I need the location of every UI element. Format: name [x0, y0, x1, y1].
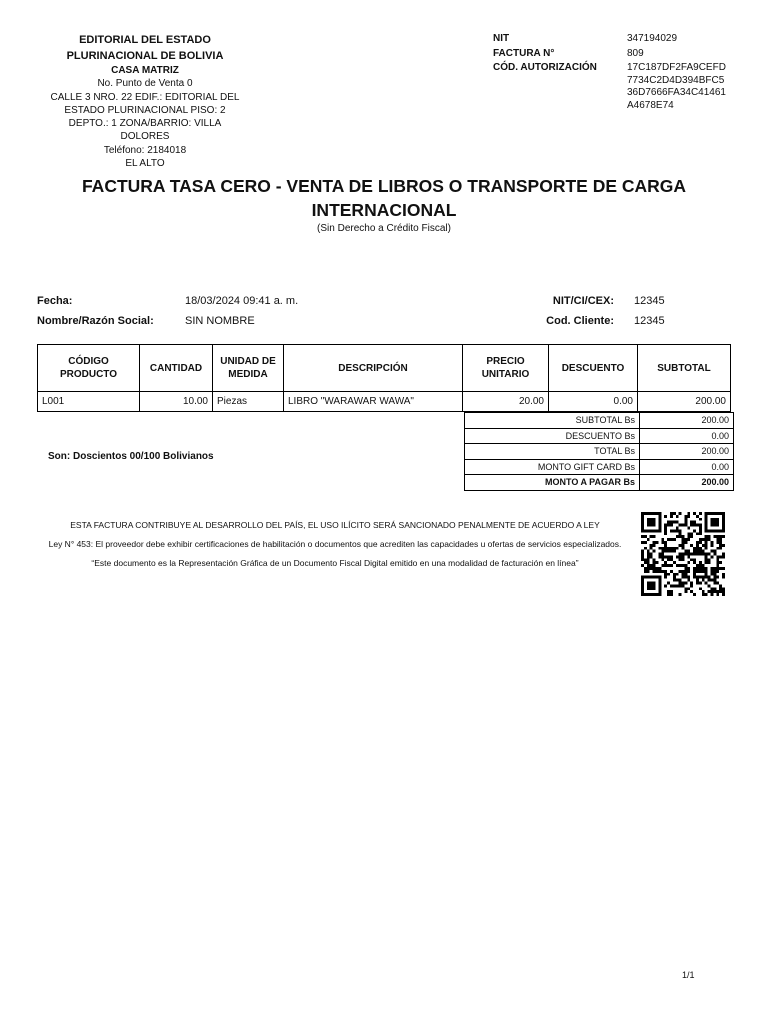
- items-table: [37, 344, 731, 412]
- issuer-city: EL ALTO: [125, 158, 165, 170]
- header-subtotal: SUBTOTAL: [638, 345, 731, 392]
- qr-code-icon[interactable]: [641, 512, 725, 596]
- header-unit-price: [463, 345, 549, 392]
- subtotal-value: 200.00: [640, 413, 734, 429]
- issuer-address-line2: ESTADO PLURINACIONAL PISO: 2: [64, 104, 226, 116]
- cell-quantity: 10.00: [140, 392, 213, 412]
- subtotal-label: SUBTOTAL Bs: [465, 413, 640, 429]
- totals-row-total: [465, 444, 734, 460]
- legal-line3: “Este documento es la Representación Gráfica de un Documento Fiscal Digital emitido en una modalidad de facturación en línea”: [91, 558, 579, 568]
- issuer-address-line1: CALLE 3 NRO. 22 EDIF.: EDITORIAL DEL: [50, 91, 240, 103]
- invoice-meta: [493, 32, 737, 112]
- totals-table: [464, 412, 734, 491]
- items-table-header: [38, 345, 731, 392]
- payable-label: MONTO A PAGAR Bs: [465, 475, 640, 491]
- header-code-line2: PRODUCTO: [59, 369, 118, 380]
- total-label: TOTAL Bs: [465, 444, 640, 460]
- date-value: 18/03/2024 09:41 a. m.: [185, 295, 299, 307]
- totals-row-discount: [465, 428, 734, 444]
- page-number: 1/1: [682, 970, 695, 980]
- client-code-value: 12345: [634, 315, 665, 327]
- totals-row-subtotal: [465, 413, 734, 429]
- document-title-line2: INTERNACIONAL: [311, 200, 457, 220]
- date-label: Fecha:: [37, 295, 73, 307]
- authorization-code-line1: 17C187DF2FA9CEFD: [627, 62, 726, 73]
- authorization-code-label: CÓD. AUTORIZACIÓN: [493, 62, 597, 73]
- header-unit-line1: UNIDAD DE: [220, 356, 276, 367]
- issuer-name-line2: PLURINACIONAL DE BOLIVIA: [66, 50, 224, 62]
- authorization-code-line3: 36D7666FA34C41461: [627, 87, 726, 98]
- amount-in-words: Son: Doscientos 00/100 Bolivianos: [48, 451, 214, 462]
- header-discount: DESCUENTO: [549, 345, 638, 392]
- client-name-label: Nombre/Razón Social:: [37, 315, 154, 327]
- issuer-point-of-sale: No. Punto de Venta 0: [97, 78, 193, 90]
- cell-subtotal: 200.00: [638, 392, 731, 412]
- invoice-number-label: FACTURA N°: [493, 47, 555, 59]
- cell-discount: 0.00: [549, 392, 638, 412]
- cell-code: L001: [38, 392, 140, 412]
- cell-description: LIBRO "WARAWAR WAWA": [284, 392, 463, 412]
- header-unit: [213, 345, 284, 392]
- document-subtitle: (Sin Derecho a Crédito Fiscal): [317, 223, 451, 234]
- cell-unit-price: 20.00: [463, 392, 549, 412]
- client-info-right: [470, 291, 665, 331]
- legal-line2: Ley N° 453: El proveedor debe exhibir certificaciones de habilitación o documentos que acrediten las capacidades u ofertas de servicios especializados.: [48, 539, 622, 549]
- document-title-line1: FACTURA TASA CERO - VENTA DE LIBROS O TRANSPORTE DE CARGA: [81, 176, 687, 196]
- issuer-name-line1: EDITORIAL DEL ESTADO: [79, 34, 211, 46]
- giftcard-value: 0.00: [640, 459, 734, 475]
- client-nit-label: NIT/CI/CEX:: [552, 295, 614, 307]
- nit-value: 347194029: [627, 33, 678, 44]
- document-title: [40, 174, 728, 222]
- totals-row-payable: [465, 475, 734, 491]
- issuer-block: [40, 32, 250, 170]
- legal-notice: [40, 520, 630, 577]
- header-code: [38, 345, 140, 392]
- header-description: DESCRIPCIÓN: [284, 345, 463, 392]
- discount-value: 0.00: [640, 428, 734, 444]
- issuer-phone: Teléfono: 2184018: [103, 144, 187, 156]
- client-info-left: [37, 291, 298, 331]
- table-row: [38, 392, 731, 412]
- header-price-line1: PRECIO: [486, 356, 525, 367]
- header-quantity: CANTIDAD: [140, 345, 213, 392]
- discount-label: DESCUENTO Bs: [465, 428, 640, 444]
- issuer-address-line3: DEPTO.: 1 ZONA/BARRIO: VILLA: [68, 118, 222, 130]
- total-value: 200.00: [640, 444, 734, 460]
- legal-line1: ESTA FACTURA CONTRIBUYE AL DESARROLLO DEL PAÍS, EL USO ILÍCITO SERÁ SANCIONADO PENALMENTE DE ACUERDO A LEY: [70, 520, 600, 530]
- nit-label: NIT: [493, 33, 510, 44]
- header-code-line1: CÓDIGO: [68, 356, 109, 367]
- header-unit-line2: MEDIDA: [228, 369, 268, 380]
- authorization-code-line4: A4678E74: [627, 99, 674, 111]
- authorization-code-value: [627, 62, 737, 112]
- client-name-value: SIN NOMBRE: [185, 315, 255, 327]
- giftcard-label: MONTO GIFT CARD Bs: [465, 459, 640, 475]
- invoice-number-value: 809: [627, 47, 644, 59]
- cell-unit: Piezas: [213, 392, 284, 412]
- payable-value: 200.00: [640, 475, 734, 491]
- issuer-branch: CASA MATRIZ: [111, 65, 179, 76]
- client-nit-value: 12345: [634, 295, 665, 307]
- header-price-line2: UNITARIO: [481, 369, 530, 380]
- authorization-code-line2: 7734C2D4D394BFC5: [627, 74, 725, 86]
- issuer-address-line4: DOLORES: [120, 131, 170, 143]
- client-code-label: Cod. Cliente:: [546, 315, 614, 327]
- totals-row-giftcard: [465, 459, 734, 475]
